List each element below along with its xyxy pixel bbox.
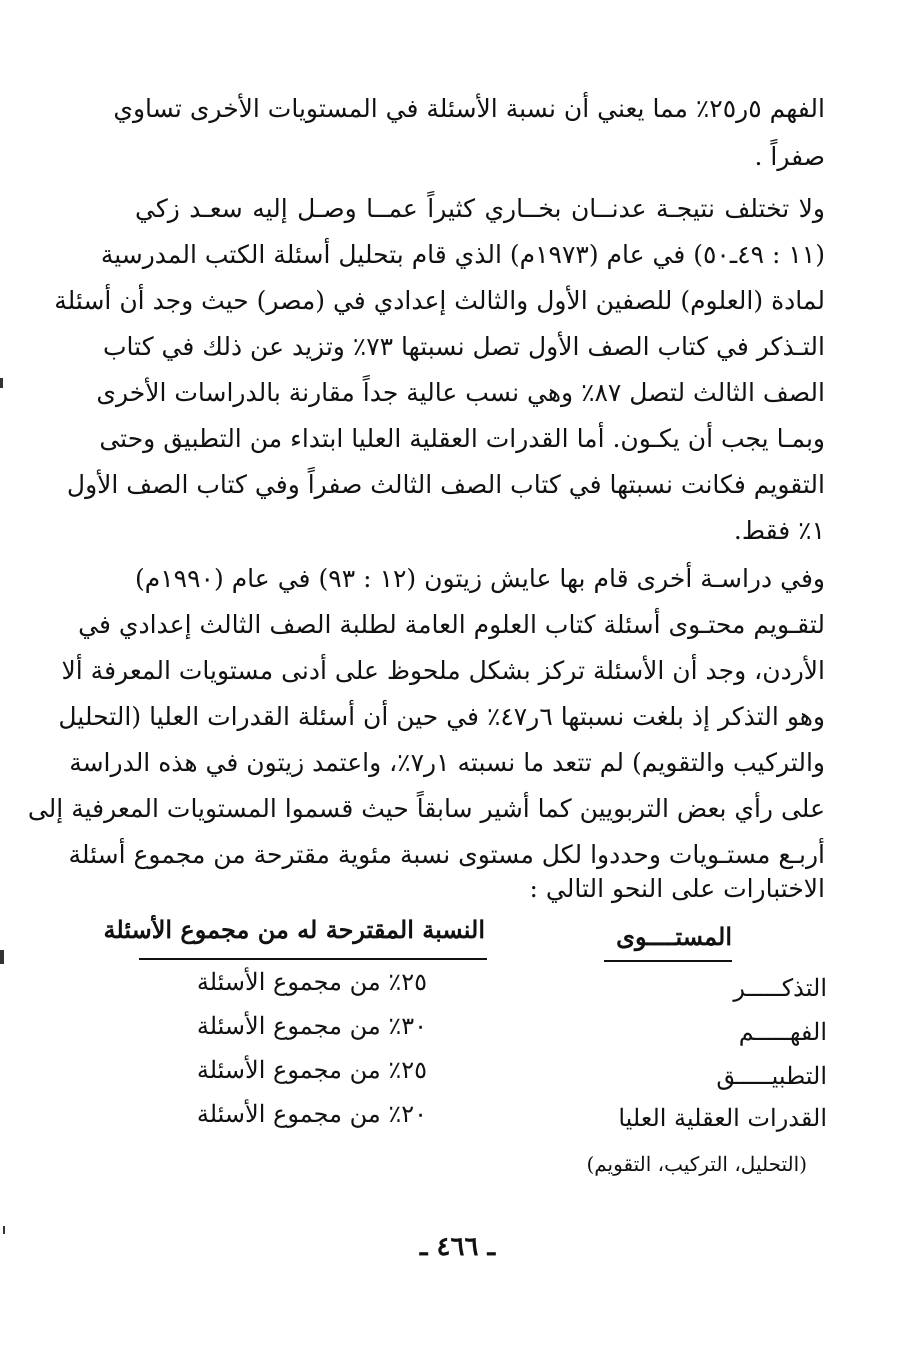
paragraph-line: لتقـويم محتـوى أسئلة كتاب العلوم العامة لطلبة الصف الثالث إعدادي في xyxy=(78,610,825,639)
paragraph-line: والتركيب والتقويم) لم تتعد ما نسبته ١ر٧٪، واعتمد زيتون في هذه الدراسة xyxy=(69,748,825,777)
table-ratio-cell: ٢٥٪ من مجموع الأسئلة xyxy=(196,968,427,996)
table-level-cell: التطبيـــــق xyxy=(716,1062,827,1090)
table-ratio-cell: ٢٠٪ من مجموع الأسئلة xyxy=(196,1100,427,1128)
table-ratio-cell: ٣٠٪ من مجموع الأسئلة xyxy=(196,1012,427,1040)
paragraph-line: ١٪ فقط. xyxy=(733,516,825,545)
paragraph-line: أربـع مستـويات وحددوا لكل مستوى نسبة مئوية مقترحة من مجموع أسئلة xyxy=(68,840,825,869)
paragraph-line: الصف الثالث لتصل ٨٧٪ وهي نسب عالية جداً مقارنة بالدراسات الأخرى xyxy=(96,378,825,407)
page-number: ـ ٤٦٦ ـ xyxy=(419,1232,496,1262)
paragraph-line: على رأي بعض التربويين كما أشير سابقاً حيث قسموا المستويات المعرفية إلى xyxy=(27,794,825,823)
scan-edge-mark xyxy=(0,378,3,388)
paragraph-line: وبمـا يجب أن يكـون. أما القدرات العقلية العليا ابتداء من التطبيق وحتى xyxy=(99,424,825,453)
scan-edge-mark xyxy=(3,1226,5,1234)
paragraph-line: لمادة (العلوم) للصفين الأول والثالث إعدادي في (مصر) حيث وجد أن أسئلة xyxy=(54,286,825,315)
level-column-header: المستــــوى xyxy=(616,922,732,951)
table-ratio-cell: ٢٥٪ من مجموع الأسئلة xyxy=(196,1056,427,1084)
paragraph-line: الفهم ٥ر٢٥٪ مما يعني أن نسبة الأسئلة في المستويات الأخرى تساوي xyxy=(113,94,825,123)
paragraph-line: ولا تختلف نتيجـة عدنــان بخــاري كثيراً عمــا وصـل إليه سعـد زكي xyxy=(135,194,825,223)
paragraph-line: التـذكر في كتاب الصف الأول تصل نسبتها ٧٣٪ وتزيد عن ذلك في كتاب xyxy=(103,332,825,361)
paragraph-line: وفي دراسـة أخرى قام بها عايش زيتون (١٢ : ٩٣) في عام (١٩٩٠م) xyxy=(135,564,825,593)
paragraph-line: التقويم فكانت نسبتها في كتاب الصف الثالث صفراً وفي كتاب الصف الأول xyxy=(66,470,825,499)
table-level-cell: القدرات العقلية العليا xyxy=(618,1104,827,1132)
ratio-column-header: النسبة المقترحة له من مجموع الأسئلة xyxy=(103,915,485,944)
paragraph-line: الاختبارات على النحو التالي : xyxy=(529,874,825,903)
paragraph-line: (١١ : ٤٩ـ٥٠) في عام (١٩٧٣م) الذي قام بتحليل أسئلة الكتب المدرسية xyxy=(100,240,825,269)
paragraph-line: الأردن، وجد أن الأسئلة تركز بشكل ملحوظ على أدنى مستويات المعرفة ألا xyxy=(61,656,825,685)
ratio-header-underline xyxy=(139,958,487,960)
paragraph-line: صفراً . xyxy=(754,142,825,171)
higher-abilities-note: (التحليل، التركيب، التقويم) xyxy=(586,1152,807,1176)
scan-edge-mark xyxy=(0,950,4,964)
level-header-underline xyxy=(604,960,732,962)
paragraph-line: وهو التذكر إذ بلغت نسبتها ٦ر٤٧٪ في حين أن أسئلة القدرات العليا (التحليل xyxy=(58,702,825,731)
table-level-cell: التذكـــــر xyxy=(733,974,827,1002)
table-level-cell: الفهـــــم xyxy=(738,1018,827,1046)
